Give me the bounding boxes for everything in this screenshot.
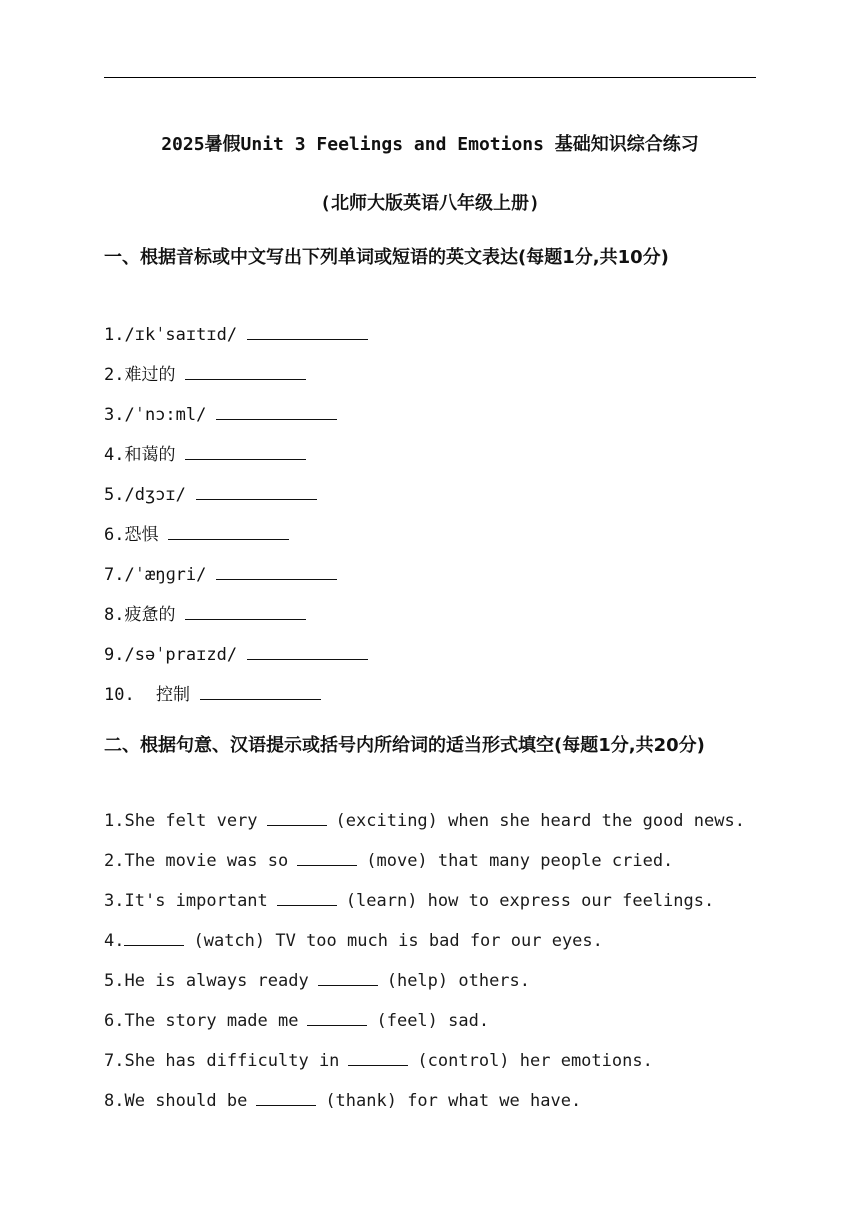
answer-blank[interactable] — [196, 481, 317, 500]
fill-sentence-2 — [104, 848, 673, 872]
vocab-item-9 — [104, 641, 368, 665]
sentence-after: (control) her emotions. — [417, 1051, 653, 1071]
vocab-item-5 — [104, 481, 317, 505]
fill-sentence-5 — [104, 968, 530, 992]
header-rule — [104, 77, 756, 78]
sentence-before: The story made me — [124, 1011, 299, 1031]
sentence-before: She has difficulty in — [124, 1051, 340, 1071]
item-number: 9. — [104, 645, 125, 665]
item-number: 3. — [104, 891, 125, 911]
answer-blank[interactable] — [267, 808, 327, 826]
item-number: 4. — [104, 445, 125, 465]
answer-blank[interactable] — [256, 1088, 316, 1106]
item-number: 10. — [104, 685, 135, 705]
vocab-item-4 — [104, 441, 306, 465]
answer-blank[interactable] — [247, 641, 368, 660]
vocab-item-6 — [104, 521, 289, 545]
answer-blank[interactable] — [277, 888, 337, 906]
item-prompt: /ɪkˈsaɪtɪd/ — [124, 325, 238, 345]
sentence-after: (exciting) when she heard the good news. — [335, 811, 745, 831]
item-number: 1. — [104, 325, 125, 345]
sentence-before: The movie was so — [124, 851, 289, 871]
section-2-heading: 二、根据句意、汉语提示或括号内所给词的适当形式填空(每题1分,共20分) — [104, 735, 705, 756]
fill-sentence-6 — [104, 1008, 489, 1032]
answer-blank[interactable] — [185, 361, 306, 380]
item-prompt: /səˈpraɪzd/ — [124, 645, 238, 665]
vocab-item-1 — [104, 321, 368, 345]
fill-sentence-3 — [104, 888, 714, 912]
answer-blank[interactable] — [247, 321, 368, 340]
answer-blank[interactable] — [200, 681, 321, 700]
item-prompt: 疲惫的 — [124, 605, 176, 625]
sentence-before: He is always ready — [124, 971, 309, 991]
answer-blank[interactable] — [307, 1008, 367, 1026]
item-number: 2. — [104, 365, 125, 385]
sentence-after: (help) others. — [386, 971, 531, 991]
worksheet-title: 2025暑假Unit 3 Feelings and Emotions 基础知识综合练习 — [161, 134, 699, 155]
answer-blank[interactable] — [318, 968, 378, 986]
answer-blank[interactable] — [348, 1048, 408, 1066]
item-number: 2. — [104, 851, 125, 871]
item-number: 8. — [104, 605, 125, 625]
vocab-item-8 — [104, 601, 306, 625]
section-1-heading: 一、根据音标或中文写出下列单词或短语的英文表达(每题1分,共10分) — [104, 247, 669, 268]
vocab-item-7 — [104, 561, 337, 585]
sentence-after: (feel) sad. — [376, 1011, 490, 1031]
answer-blank[interactable] — [185, 601, 306, 620]
sentence-after: (watch) TV too much is bad for our eyes. — [193, 931, 603, 951]
answer-blank[interactable] — [168, 521, 289, 540]
worksheet-subtitle: (北师大版英语八年级上册) — [320, 193, 540, 214]
item-number: 1. — [104, 811, 125, 831]
answer-blank[interactable] — [297, 848, 357, 866]
item-number: 7. — [104, 1051, 125, 1071]
answer-blank[interactable] — [124, 928, 184, 946]
sentence-after: (move) that many people cried. — [366, 851, 674, 871]
fill-sentence-8 — [104, 1088, 581, 1112]
sentence-before: It's important — [124, 891, 268, 911]
item-number: 8. — [104, 1091, 125, 1111]
item-number: 3. — [104, 405, 125, 425]
item-number: 4. — [104, 931, 125, 951]
sentence-after: (thank) for what we have. — [325, 1091, 582, 1111]
item-number: 5. — [104, 485, 125, 505]
item-prompt: 和蔼的 — [124, 445, 176, 465]
vocab-item-2 — [104, 361, 306, 385]
fill-sentence-1 — [104, 808, 745, 832]
answer-blank[interactable] — [216, 561, 337, 580]
item-prompt: /dʒɔɪ/ — [124, 485, 186, 505]
item-number: 7. — [104, 565, 125, 585]
item-prompt: 恐惧 — [124, 525, 159, 545]
vocab-item-3 — [104, 401, 337, 425]
fill-sentence-7 — [104, 1048, 653, 1072]
item-number: 6. — [104, 1011, 125, 1031]
answer-blank[interactable] — [216, 401, 337, 420]
item-prompt: /ˈnɔ:ml/ — [124, 405, 207, 425]
item-prompt: 控制 — [156, 685, 190, 705]
sentence-before: She felt very — [124, 811, 258, 831]
sentence-before: We should be — [124, 1091, 248, 1111]
vocab-item-10 — [104, 681, 321, 705]
item-prompt: /ˈæŋɡri/ — [124, 565, 207, 585]
fill-sentence-4 — [104, 928, 603, 952]
item-number: 5. — [104, 971, 125, 991]
item-number: 6. — [104, 525, 125, 545]
sentence-after: (learn) how to express our feelings. — [345, 891, 715, 911]
answer-blank[interactable] — [185, 441, 306, 460]
item-prompt: 难过的 — [124, 365, 176, 385]
